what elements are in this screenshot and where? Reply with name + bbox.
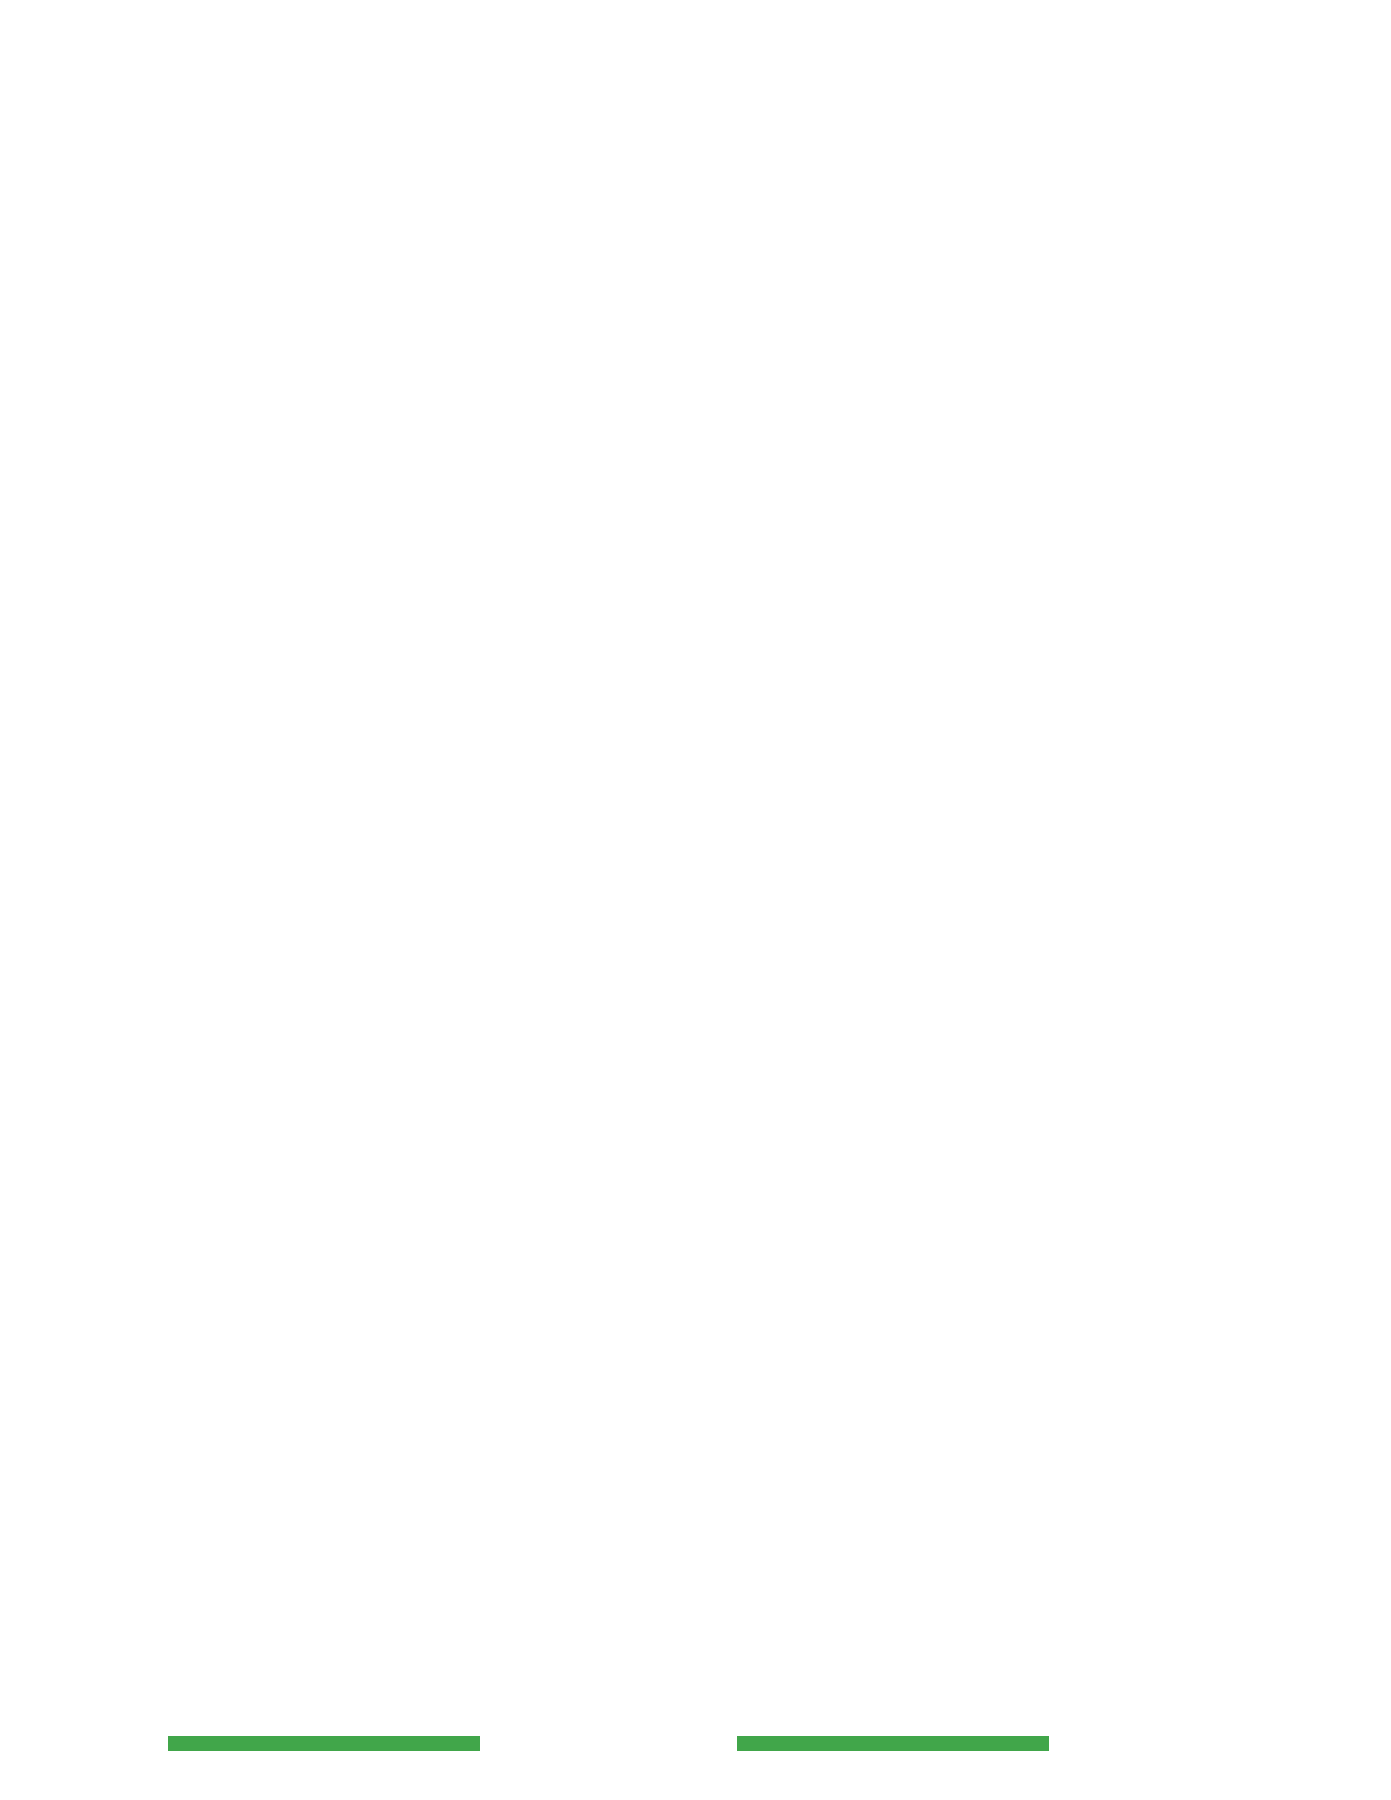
page-footer [0,1722,1391,1782]
right-column [726,62,1330,1702]
footer-rule-left [168,1736,480,1751]
footer-rule-right [737,1736,1049,1751]
page-content [68,62,1330,1702]
left-column [68,62,672,1702]
